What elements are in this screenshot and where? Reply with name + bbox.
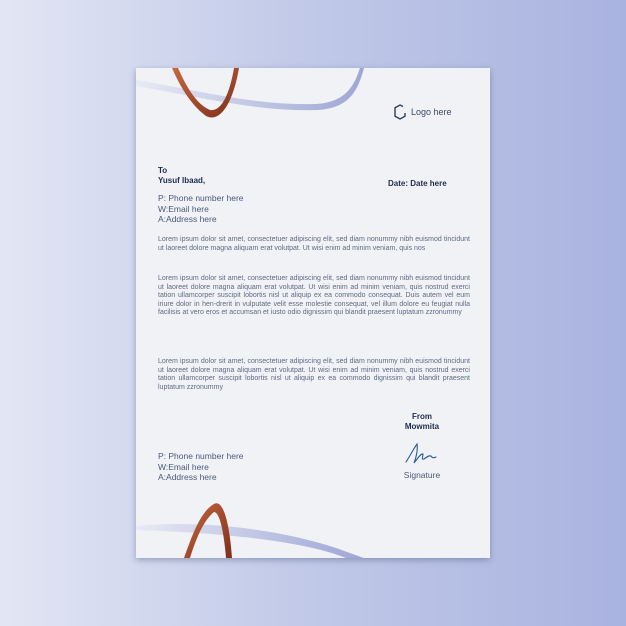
email-line: W:Email here (158, 461, 209, 472)
contact-block-bottom (158, 451, 244, 483)
logo (393, 104, 452, 120)
date-line: Date: Date here (388, 179, 447, 188)
recipient-block (158, 166, 205, 186)
body-paragraph: Lorem ipsum dolor sit amet, consectetuer adipiscing elit, sed diam nonummy nibh euismod tincidunt ut laoreet dolore magna aliquam erat volutpat. Ut wisi enim ad minim veniam, quis nostrud exerci tation ullamcorper suscipit lobortis nisl ut aliquip ex ea commodo consequat. Duis autem vel eum iriure dolor in hen-drerit in vulputate velit esse molestie consequat, vel illum dolore eu feugiat nulla facilisis at vero eros et accumsan et iusto odio dignissim qui blandit praesent luptatum zzronummy (158, 275, 470, 317)
signature-label: Signature (403, 470, 441, 480)
address-line: A:Address here (158, 214, 217, 224)
contact-block-top (158, 193, 244, 225)
recipient-name: Yusuf Ibaad, (158, 176, 206, 185)
hexagon-outline-icon (393, 104, 407, 120)
sender-block (398, 412, 446, 432)
phone-line: P: Phone number here (158, 451, 244, 461)
sender-name: Mowmita (404, 422, 440, 431)
email-line: W:Email here (158, 203, 209, 214)
letterhead-page (136, 68, 490, 558)
from-label: From (412, 412, 432, 421)
body-paragraph: Lorem ipsum dolor sit amet, consectetuer adipiscing elit, sed diam nonummy nibh euismod tincidunt ut laoreet dolore magna aliquam erat volutpat. Ut wisi enim ad minim veniam, quis nos (158, 236, 470, 252)
handwritten-signature (404, 442, 438, 466)
body-paragraph: Lorem ipsum dolor sit amet, consectetuer adipiscing elit, sed diam nonummy nibh euismod tincidunt ut laoreet dolore magna aliquam erat volutpat. Ut wisi enim ad minim veniam, quis nostrud exerci tation ullamcorper suscipit lobortis nisl ut aliquip ex ea commodo dignissim qui blandit praesent luptatum zzronummy (158, 358, 470, 391)
to-label: To (158, 166, 168, 175)
logo-text: Logo here (411, 107, 452, 117)
phone-line: P: Phone number here (158, 193, 244, 203)
address-line: A:Address here (158, 472, 217, 482)
